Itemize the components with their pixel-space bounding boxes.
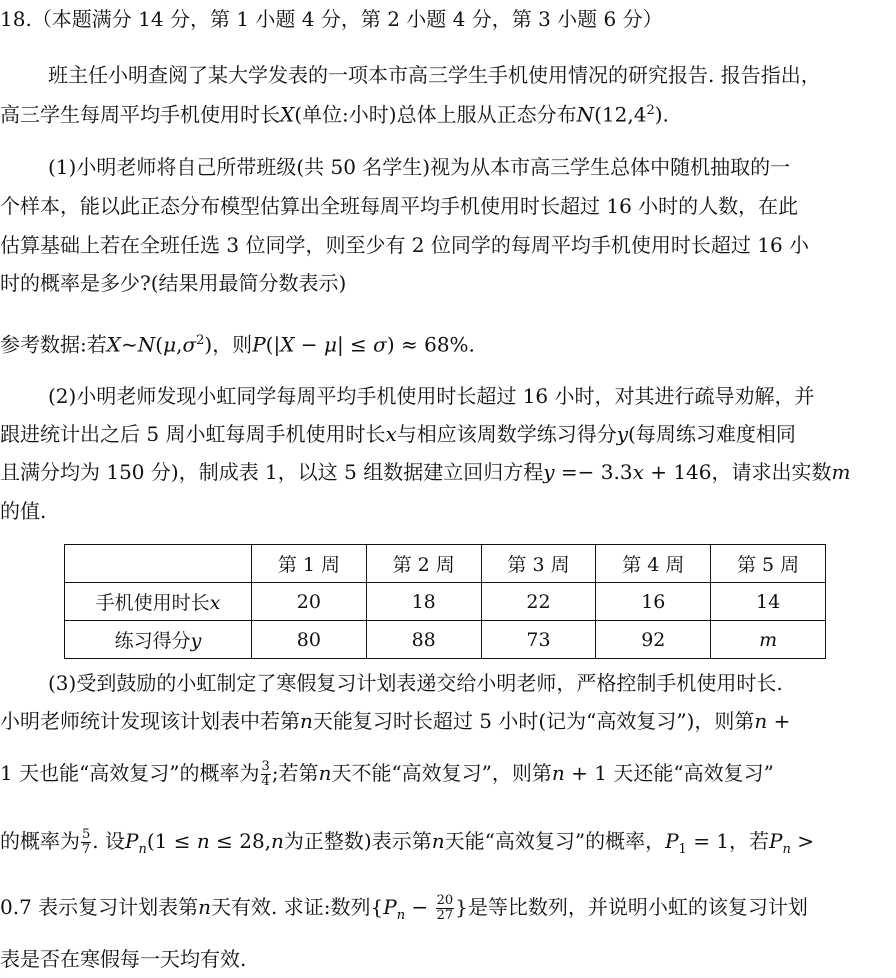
table-header-row (65, 545, 826, 583)
q3-line-2: 小明老师统计发现该计划表中若第n天能复习时长超过 5 小时(记为“高效复习”)，则第n + (0, 709, 791, 733)
table-header-cell: 第 5 周 (711, 545, 826, 583)
q3-line-3: 1 天也能“高效复习”的概率为 $\frac{3}{4}$ ;若第n天不能“高效复习”，则第n + 1 天还能“高效复习” (0, 759, 774, 789)
q2-line-1: (2)小明老师发现小虹同学每周平均手机使用时长超过 16 小时，对其进行疏导劝解，并 (48, 384, 815, 408)
table-row (65, 583, 826, 621)
fraction-20-27: $\frac{20}{27}$ (436, 893, 454, 923)
table-corner-cell (65, 545, 252, 583)
table-cell: 16 (596, 583, 711, 621)
question-points: （本题满分 14 分，第 1 小题 4 分，第 2 小题 4 分，第 3 小题 6 分） (31, 7, 663, 31)
q2-line-2: 跟进统计出之后 5 周小虹每周手机使用时长x与相应该周数学练习得分y(每周练习难度相同 (0, 422, 796, 446)
row-label-score: 练习得分y (65, 621, 252, 659)
table-cell: 14 (711, 583, 826, 621)
q1-line-3: 估算基础上若在全班任选 3 位同学，则至少有 2 位同学的每周平均手机使用时长超过 16 小 (0, 233, 810, 257)
fraction-3-4: $\frac{3}{4}$ (261, 759, 270, 789)
table-cell: 18 (366, 583, 481, 621)
table-cell: 92 (596, 621, 711, 659)
q2-line-4: 的值. (0, 499, 47, 523)
intro-line-2: 高三学生每周平均手机使用时长X(单位:小时)总体上服从正态分布N(12,4$^2$). (0, 102, 669, 127)
q2-line-3: 且满分均为 150 分)，制成表 1，以这 5 组数据建立回归方程y =− 3.3x + 146，请求出实数m (0, 460, 851, 484)
table-cell: 88 (366, 621, 481, 659)
q1-line-2: 个样本，能以此正态分布模型估算出全班每周平均手机使用时长超过 16 小时的人数，在此 (0, 194, 799, 218)
q1-line-4: 时的概率是多少?(结果用最简分数表示) (0, 271, 347, 295)
intro-line-1: 班主任小明查阅了某大学发表的一项本市高三学生手机使用情况的研究报告. 报告指出， (48, 63, 821, 87)
question-number: 18. (0, 7, 32, 31)
question-header (0, 4, 663, 34)
table-cell: 20 (252, 583, 367, 621)
q1-line-1: (1)小明老师将自己所带班级(共 50 名学生)视为从本市高三学生总体中随机抽取的一 (48, 155, 791, 179)
table-header-cell: 第 4 周 (596, 545, 711, 583)
q3-line-5: 0.7 表示复习计划表第n天有效. 求证:数列{$P_n$ − $\frac{20}{27}$ }是等比数列，并说明小虹的该复习计划 (0, 893, 808, 923)
table-row (65, 621, 826, 659)
table-header-cell: 第 3 周 (481, 545, 596, 583)
table-cell: 80 (252, 621, 367, 659)
table-cell: 73 (481, 621, 596, 659)
table-cell: 22 (481, 583, 596, 621)
table-header-cell: 第 2 周 (366, 545, 481, 583)
q3-line-6: 表是否在寒假每一天均有效. (0, 947, 247, 971)
q3-line-1: (3)受到鼓励的小虹制定了寒假复习计划表递交给小明老师，严格控制手机使用时长. (48, 671, 783, 695)
data-table (64, 544, 826, 659)
fraction-5-7: $\frac{5}{7}$ (82, 827, 91, 857)
row-label-usage: 手机使用时长x (65, 583, 252, 621)
q3-line-4: 的概率为 $\frac{5}{7}$ . 设$P_n(1 \le n \le 28,n$为正整数)表示第n天能“高效复习”的概率，$P_1 = 1$，若$P_n$ > (0, 827, 814, 857)
table-header-cell: 第 1 周 (252, 545, 367, 583)
q1-reference: 参考数据:若$X\sim N(\mu,\sigma^2)$，则P(|X − μ| ≤ σ) ≈ 68%. (0, 332, 475, 357)
table-cell: m (711, 621, 826, 659)
